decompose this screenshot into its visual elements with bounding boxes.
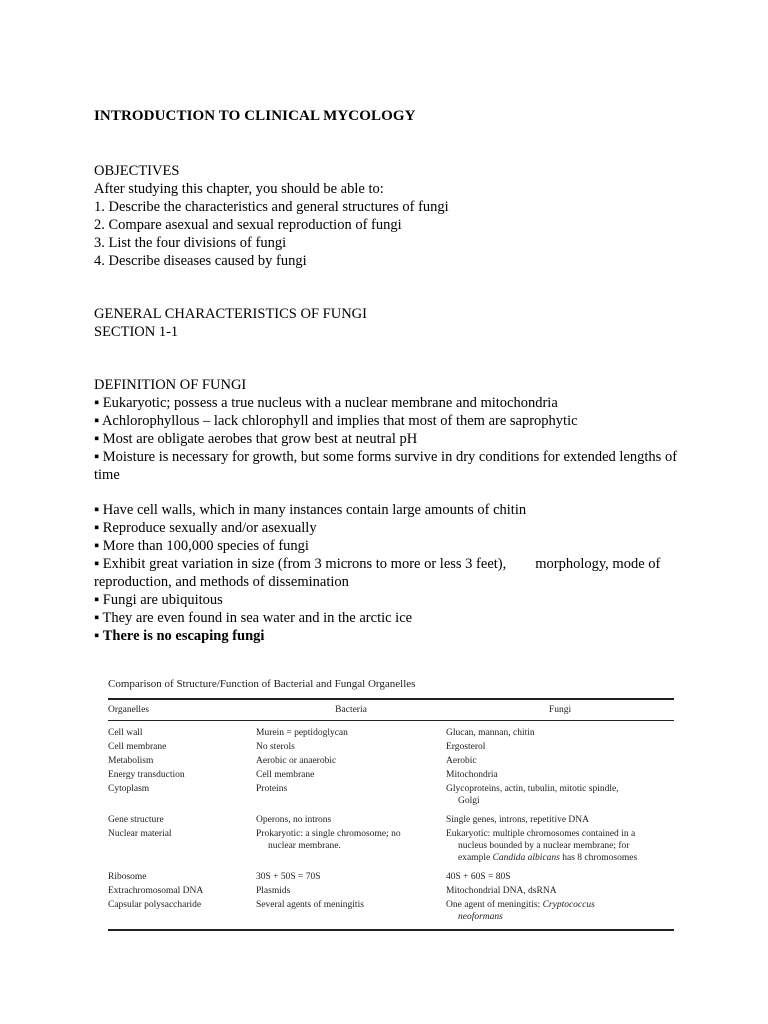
cell-bacteria: Operons, no introns	[256, 815, 332, 825]
definition-bullet: ▪ Have cell walls, which in many instances contain large amounts of chitin	[94, 502, 527, 518]
cell-organelle: Metabolism	[108, 756, 154, 766]
cell-fungi	[446, 827, 674, 865]
species-name: Candida albicans	[492, 853, 560, 863]
cell-fungi: Mitochondrial DNA, dsRNA	[446, 886, 557, 896]
table-row	[108, 898, 674, 930]
table-row	[108, 721, 674, 741]
section-heading: GENERAL CHARACTERISTICS OF FUNGI	[94, 306, 367, 322]
section-number: SECTION 1-1	[94, 324, 179, 340]
cell-organelle: Extrachromosomal DNA	[108, 886, 204, 896]
definition-bullet: ▪ Reproduce sexually and/or asexually	[94, 520, 317, 536]
definition-bullet: ▪ Exhibit great variation in size (from 3 microns to more or less 3 feet), morphology, mode of reproduction, and methods of dissemination	[94, 556, 664, 590]
cell-fungi-continuation: neoformans	[458, 912, 503, 922]
objectives-intro: After studying this chapter, you should be able to:	[94, 181, 384, 197]
cell-organelle: Cell wall	[108, 728, 143, 738]
definition-bullet: ▪ More than 100,000 species of fungi	[94, 538, 309, 554]
cell-organelle: Nuclear material	[108, 829, 172, 839]
cell-fungi-line	[446, 900, 595, 910]
cell-fungi: Mitochondria	[446, 770, 498, 780]
definition-heading: DEFINITION OF FUNGI	[94, 377, 247, 393]
table-row	[108, 865, 674, 884]
cell-fungi: Glucan, mannan, chitin	[446, 728, 535, 738]
column-header-organelles: Organelles	[108, 699, 256, 721]
species-name: Cryptococcus	[542, 900, 595, 910]
cell-fungi: Ergosterol	[446, 742, 486, 752]
cell-organelle: Gene structure	[108, 815, 164, 825]
table-row	[108, 808, 674, 827]
cell-bacteria	[256, 827, 446, 865]
cell-fungi-continuation: nucleus bounded by a nuclear membrane; for	[458, 841, 630, 851]
cell-bacteria-line: Prokaryotic: a single chromosome; no	[256, 829, 401, 839]
cell-bacteria: Cell membrane	[256, 770, 315, 780]
table-row	[108, 740, 674, 754]
cell-bacteria: Murein = peptidoglycan	[256, 728, 348, 738]
cell-fungi: Single genes, introns, repetitive DNA	[446, 815, 590, 825]
cell-bacteria: No sterols	[256, 742, 295, 752]
cell-bacteria: 30S + 50S = 70S	[256, 872, 321, 882]
table-row	[108, 827, 674, 865]
document-title: INTRODUCTION TO CLINICAL MYCOLOGY	[94, 108, 416, 124]
cell-fungi	[446, 898, 674, 930]
comparison-table-figure	[108, 677, 674, 931]
objectives-heading: OBJECTIVES	[94, 163, 180, 179]
definition-bullet: ▪ Fungi are ubiquitous	[94, 592, 223, 608]
cell-fungi	[446, 782, 674, 808]
objective-item: 3. List the four divisions of fungi	[94, 235, 287, 251]
objective-item: 2. Compare asexual and sexual reproduction of fungi	[94, 217, 402, 233]
text-run: example	[458, 853, 493, 863]
cell-organelle: Capsular polysaccharide	[108, 898, 256, 930]
column-header-fungi: Fungi	[446, 699, 674, 721]
text-run: One agent of meningitis:	[446, 900, 543, 910]
bold-statement: There is no escaping fungi	[102, 628, 265, 644]
definition-bullet: ▪ Most are obligate aerobes that grow best at neutral pH	[94, 431, 418, 447]
definition-bullet: ▪ Achlorophyllous – lack chlorophyll and implies that most of them are saprophytic	[94, 413, 578, 429]
table-header-row	[108, 699, 674, 721]
cell-organelle: Energy transduction	[108, 770, 185, 780]
objectives-section	[94, 162, 684, 270]
cell-bacteria: Plasmids	[256, 886, 291, 896]
objective-item: 4. Describe diseases caused by fungi	[94, 253, 307, 269]
bullet-marker: ▪	[94, 628, 103, 644]
cell-organelle: Cytoplasm	[108, 784, 150, 794]
definition-bullet-bold	[94, 627, 684, 645]
cell-bacteria: Several agents of meningitis	[256, 898, 446, 930]
cell-bacteria: Aerobic or anaerobic	[256, 756, 337, 766]
cell-fungi-continuation: Golgi	[458, 796, 480, 806]
definition-bullet: ▪ Moisture is necessary for growth, but some forms survive in dry conditions for extended lengths of time	[94, 449, 678, 483]
column-header-bacteria: Bacteria	[256, 699, 446, 721]
cell-organelle: Cell membrane	[108, 742, 167, 752]
section-header	[94, 305, 684, 341]
cell-fungi-continuation	[446, 852, 674, 864]
cell-fungi: 40S + 60S = 80S	[446, 872, 511, 882]
text-run: has 8 chromosomes	[559, 853, 638, 863]
cell-fungi-line: Glycoproteins, actin, tubulin, mitotic spindle,	[446, 784, 619, 794]
objective-item: 1. Describe the characteristics and general structures of fungi	[94, 199, 449, 215]
definition-section	[94, 376, 684, 484]
table-row	[108, 884, 674, 898]
definition-section-continued	[94, 501, 684, 645]
table-row	[108, 768, 674, 782]
table-row	[108, 754, 674, 768]
table-row	[108, 782, 674, 808]
cell-fungi-line: Eukaryotic: multiple chromosomes contained in a	[446, 829, 636, 839]
cell-bacteria-continuation: nuclear membrane.	[268, 841, 341, 851]
cell-organelle: Ribosome	[108, 872, 147, 882]
comparison-table	[108, 698, 674, 931]
table-caption: Comparison of Structure/Function of Bacterial and Fungal Organelles	[108, 678, 416, 690]
definition-bullet: ▪ Eukaryotic; possess a true nucleus with a nuclear membrane and mitochondria	[94, 395, 558, 411]
cell-fungi: Aerobic	[446, 756, 477, 766]
cell-bacteria: Proteins	[256, 784, 288, 794]
definition-bullet: ▪ They are even found in sea water and in the arctic ice	[94, 610, 413, 626]
